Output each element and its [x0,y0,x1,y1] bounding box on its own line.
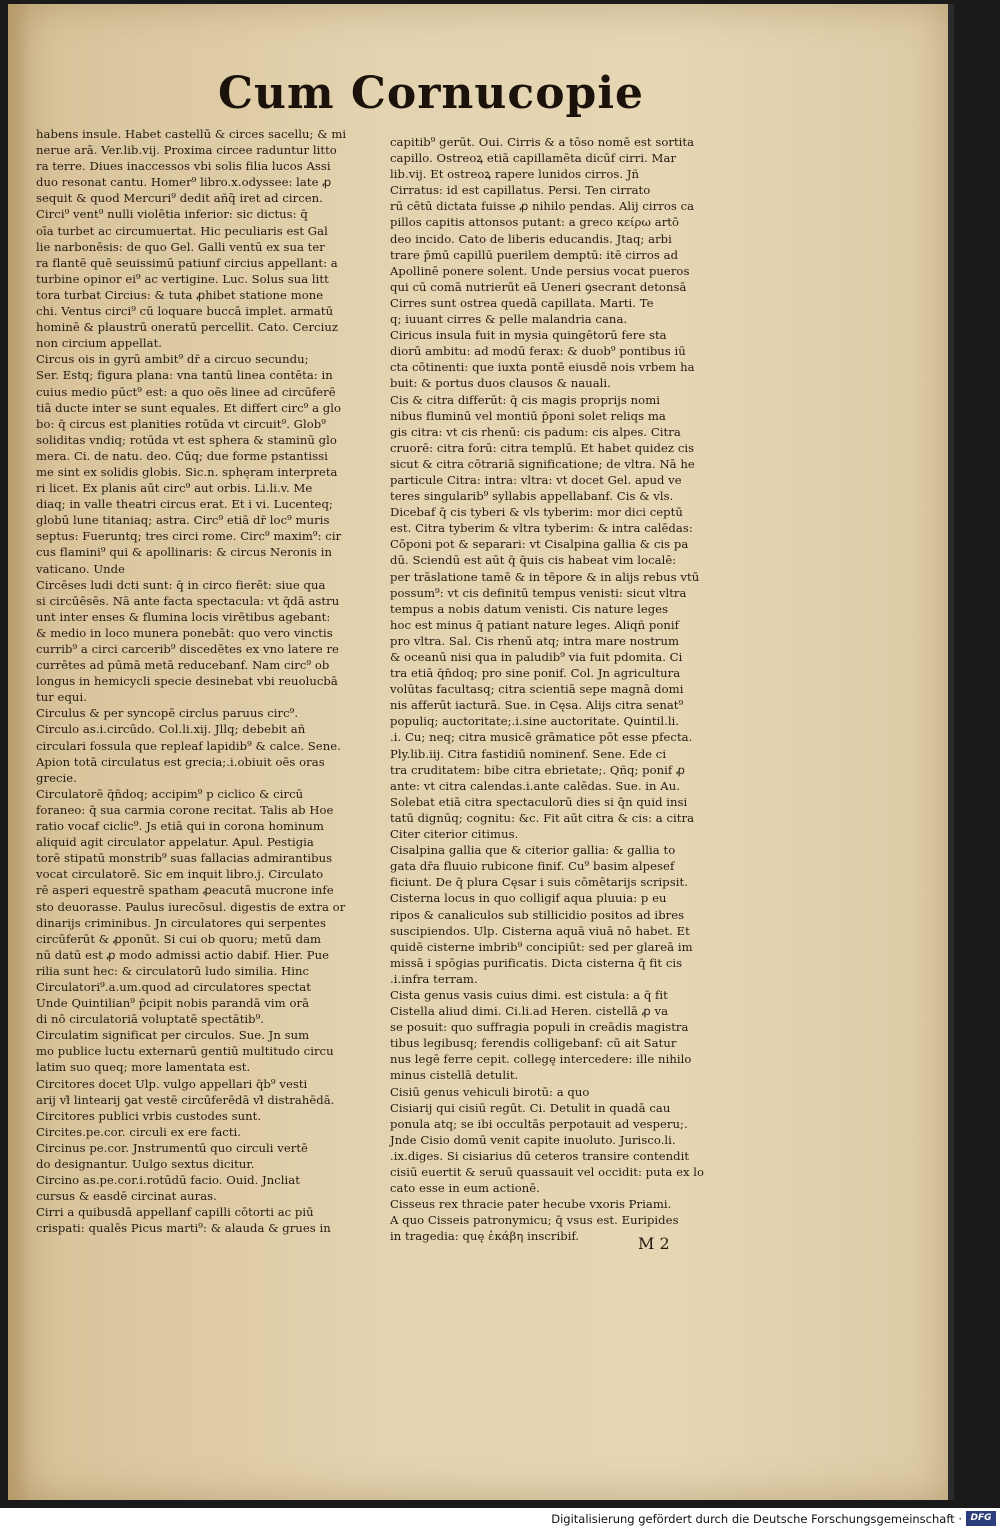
left-column-text: habens insule. Habet castellū & circes sacellu; & mi nerue arā. Ver.lib.vij. Proxima circee raduntur litto ra terre. Diues inaccessos vbi solis filia lucos Assi duo resonat cantu. Homer⁹ libro.x.odyssee: late ꝓ sequit & quod Mercuri⁹ dedit añq̃ iret ad circen. Circi⁹ vent⁹ nulli violētia inferior: sic dictus: q̄ oīa turbet ac circumuertat. Hic peculiaris est Gal lie narbonēsis: de quo Gel. Galli ventū ex sua ter ra flantē quē seuissimū patiunf circius appellant: a turbine opinor ei⁹ ac vertigine. Luc. Solus sua litt tora turbat Circius: & tuta ꝓhibet statione mone chi. Ventus circi⁹ cū loquare buccā implet. armatū hominē & plaustrū oneratū percellit. Cato. Cerciuz non circium appellat. Circus ois in gyrū ambit⁹ dr̄ a circuo secundu; Ser. Estq; figura plana: vna tantū linea contēta: in cuius medio pūct⁹ est: a quo oēs linee ad circūferē tiā ducte inter se sunt equales. Et differt circ⁹ a glo bo: q̄ circus est planities rotūda vt circuit⁹. Glob⁹ soliditas vndiq; rotūda vt est sphera & staminū glo mera. Ci. de natu. deo. Cūq; due forme pstantissi me sint ex solidis globis. Sic.n. sphęram interpreta ri licet. Ex planis aūt circ⁹ aut orbis. Li.li.v. Me diaq; in valle theatri circus erat. Et i vi. Lucenteq; globū lune titaniaq; astra. Circ⁹ etiā dr̄ loc⁹ muris septus: Fueruntq; tres circi rome. Circ⁹ maxim⁹: cir cus flamini⁹ qui & apollinaris: & circus Neronis in vaticano. Unde Circēses ludi dcti sunt: q̄ in circo fierēt: siue qua si circūēsēs. Nā ante facta spectacula: vt q̄dā astru unt inter enses & flumina locis virētibus agebant: & medio in loco munera ponebāt: quo vero vinctis currib⁹ a circi carcerib⁹ discedētes ex vno latere re currētes ad pūmā metā reducebanf. Nam circ⁹ ob longus in hemicycli specie desinebat vbi reuolucbā tur equi. Circulus & per syncopē circlus paruus circ⁹. Circulo as.i.circūdo. Col.li.xij. Jllq; debebit añ circulari fossula que repleaf lapidib⁹ & calce. Sene. Apion totā circulatus est grecia;.i.obiuit oēs oras grecie. Circulatorē q̄n̄doq; accipim⁹ p ciclico & circū foraneo: q̄ sua carmia corone recitat. Talis ab Hoe ratio vocaf ciclic⁹. Js etiā qui in corona hominum aliquid agit circulator appelatur. Apul. Pestigia torē stipatū monstrib⁹ suas fallacias admirantibus vocat circulatorē. Sic em inquit libro.j. Circulato rē asperi equestrē spatham ꝓeacutā mucrone infe sto deuorasse. Paulus iurecōsul. digestis de extra or dinarijs criminibus. Jn circulatores qui serpentes circūferūt & ꝓponūt. Si cui ob quoru; metū dam nū datū est ꝓ modo admissi actio dabif. Hier. Pue rilia sunt hec: & circulatorū ludo similia. Hinc Circulatori⁹.a.um.quod ad circulatores spectat Unde Quintilian⁹ p̄cipit nobis parandā vim orā di nō circulatoriā voluptatē spectātib⁹. Circulatim significat per circulos. Sue. Jn sum mo publice luctu externarū gentiū multitudo circu latim suo queq; more lamentata est. Circitores docet Ulp. vulgo appellari q̄b⁹ vesti arij vł̄ lintearij ꝯat vestē circūferēdā vł̄ distrahēdā. Circitores publici vrbis custodes sunt. Circites.pe.cor. circuli ex ere facti. Circinus pe.cor. Jnstrumentū quo circuli vertē do designantur. Uulgo sextus dicitur. Circino as.pe.cor.i.rotūdū facio. Ouid. Jncliat cursus & easdē circinat auras. Cirri a quibusdā appellanf capilli cōtorti ac piū crispati: qualēs Picus marti⁹: & alauda & grues in [36,127,347,1236]
dfg-logo: DFG [966,1511,996,1526]
page-gutter-shadow [8,4,30,1500]
running-head: Cum Cornucopie [218,68,645,119]
text-column-left [36,126,374,1236]
page-edge [948,4,954,1500]
signature-mark: M 2 [638,1234,670,1253]
right-column-text: capitib⁹ gerūt. Oui. Cirris & a tōso nomē est sortita capillo. Ostreoꝝ etiā capillamēta dicūf cirri. Mar lib.vij. Et ostreoꝝ rapere lunidos cirros. Jñ Cirratus: id est capillatus. Persi. Ten cirrato rū cētū dictata fuisse ꝓ nihilo pendas. Alij cirros ca pillos capitis attonsos putant: a greco κείρω artō deo incido. Cato de liberis educandis. Jtaq; arbi trare p̄mū capillū puerilem demptū: itē cirros ad Apollinē ponere solent. Unde persius vocat pueros qui cū comā nutrierūt eā Ueneri ꝯsecrant detonsā Cirres sunt ostrea quedā capillata. Marti. Te q; iuuant cirres & pelle malandria cana. Ciricus insula fuit in mysia quingētorū fere sta diorū ambitu: ad modū ferax: & duob⁹ pontibus iū cta cōtinenti: que iuxta pontē eiusdē nois vrbem ha buit: & portus duos clausos & nauali. Cis & citra differūt: q̄ cis magis proprijs nomi nibus fluminū vel montiū p̄poni solet reliqs ma gis citra: vt cis rhenū: cis padum: cis alpes. Citra cruorē: citra forū: citra templū. Et habet quidez cis sicut & citra cōtrariā significatione; de vltra. Nā he particule Citra: intra: vltra: vt docet Gel. apud ve teres singularib⁹ syllabis appellabanf. Cis & vls. Dicebaf q̄ cis tyberi & vls tyberim: mor dici ceptū est. Citra tyberim & vltra tyberim: & intra calēdas: Cōponi pot & separari: vt Cisalpina gallia & cis pa dū. Sciendū est aūt q̄ q̄uis cis habeat vim localē: per trāslatione tamē & in tēpore & in alijs rebus vtū possum⁹: vt cis definitū tempus venisti: sicut vltra tempus a nobis datum venisti. Cis nature leges hoc est minus q̄ patiant nature leges. Aliqñ ponif pro vltra. Sal. Cis rhenū atq; intra mare nostrum & oceanū nisi qua in paludib⁹ via fuit pdomita. Ci tra etiā q̄n̄doq; pro sine ponif. Col. Jn agricultura volūtas facultasq; citra scientiā sepe magnā domi nis afferūt iacturā. Sue. in Cęsa. Alijs citra senat⁹ populiq; auctoritate;.i.sine auctoritate. Quintil.li. .i. Cu; neq; citra musicē grāmatice pōt esse pfecta. Ply.lib.iij. Citra fastidiū nominenf. Sene. Ede ci tra cruditatem: bibe citra ebrietate;. Qñq; ponif ꝓ ante: vt citra calendas.i.ante calēdas. Sue. in Au. Solebat etiā citra spectaculorū dies si q̄n quid insi tatū dignūq; cognitu: &c. Fit aūt citra & cis: a citra Citer citerior citimus. Cisalpina gallia que & citerior gallia: & gallia to gata dr̄a fluuio rubicone finif. Cu⁹ basim alpesef ficiunt. De q̄ plura Cęsar i suis cōmētarijs scripsit. Cisterna locus in quo colligif aqua pluuia: p eu ripos & canaliculos sub stillicidio positos ad ibres suscipiendos. Ulp. Cisterna aquā viuā nō habet. Et quidē cisterne imbrib⁹ concipiūt: sed per glareā im missā i spōgias purificatis. Dicta cisterna q̄ fit cis .i.infra terram. Cista genus vasis cuius dimi. est cistula: a q̄ fit Cistella aliud dimi. Ci.li.ad Heren. cistellā ꝓ va se posuit: quo suffragia populi in creādis magistra tibus legibusq; ferendis colligebanf: cū ait Satur nus legē ferre cepit. collegę intercedere: ille nihilo minus cistellā detulit. Cisiū genus vehiculi birotū: a quo Cisiarij qui cisiū regūt. Ci. Detulit in quadā cau ponula atq; se ibi occultās perpotauit ad vesperu;. Jnde Cisio domū venit capite inuoluto. Jurisco.li. .ix.diges. Si cisiarius dū ceteros transire contendit cisiū euertit & seruū quassauit vel occidit: puta ex lo cato esse in eum actionē. Cisseus rex thracie pater hecube vxoris Priami. A quo Cisseis patronymicu; q̄ vsus est. Euripides in tragedia: quę ἑκάβη inscribif. [390,135,705,1244]
book-page [8,4,948,1500]
digitization-footer [0,1508,1000,1531]
footer-credit: Digitalisierung gefördert durch die Deutsche Forschungsgemeinschaft · [551,1512,962,1526]
text-column-right [390,134,734,1244]
